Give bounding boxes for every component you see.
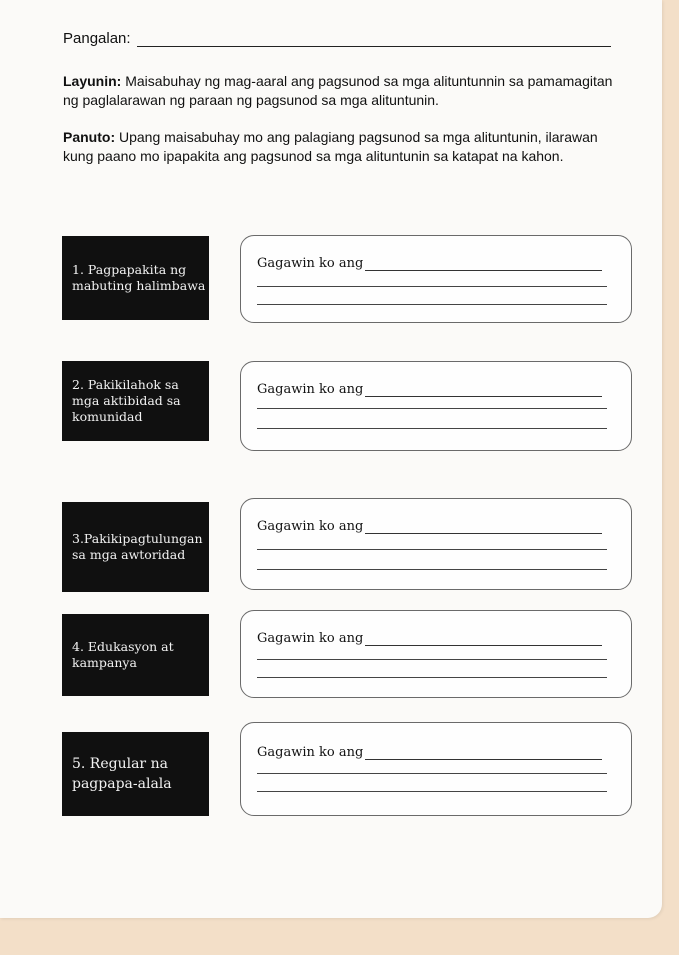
item-3-line-2: sa mga awtoridad — [72, 547, 186, 562]
answer-line[interactable] — [257, 549, 607, 550]
objective-label: Layunin: — [63, 73, 122, 89]
answer-box-2[interactable] — [240, 361, 632, 451]
item-1-line-1: 1. Pagpapakita ng — [72, 262, 187, 277]
answer-box-5[interactable] — [240, 722, 632, 816]
item-2-line-2: mga aktibidad sa — [72, 393, 181, 408]
answer-line[interactable] — [257, 659, 607, 660]
name-label: Pangalan: — [63, 30, 131, 47]
name-field[interactable] — [63, 30, 611, 47]
prompt-text-3: Gagawin ko ang — [257, 519, 364, 534]
item-label-1 — [62, 236, 209, 320]
prompt-text-4: Gagawin ko ang — [257, 631, 364, 646]
prompt-text-1: Gagawin ko ang — [257, 256, 364, 271]
answer-prompt-1 — [257, 256, 602, 271]
item-5-line-1: 5. Regular na — [72, 756, 168, 772]
answer-prompt-5 — [257, 745, 602, 760]
item-2-line-3: komunidad — [72, 409, 143, 424]
answer-line[interactable] — [257, 773, 607, 774]
answer-box-4[interactable] — [240, 610, 632, 698]
item-4-line-1: 4. Edukasyon at — [72, 639, 174, 654]
answer-prompt-2 — [257, 382, 602, 397]
instruction-paragraph — [63, 128, 623, 166]
answer-box-1[interactable] — [240, 235, 632, 323]
item-label-2 — [62, 361, 209, 441]
name-blank-line[interactable] — [137, 32, 611, 47]
answer-line[interactable] — [257, 408, 607, 409]
answer-line[interactable] — [257, 677, 607, 678]
answer-line[interactable] — [257, 428, 607, 429]
answer-line[interactable] — [257, 304, 607, 305]
answer-line[interactable] — [257, 791, 607, 792]
answer-prompt-3 — [257, 519, 602, 534]
instruction-text: Upang maisabuhay mo ang palagiang pagsunod sa mga alituntunin, ilarawan kung paano mo ipapakita ang pagsunod sa mga alituntunin sa katapat na kahon. — [63, 129, 598, 164]
item-label-4 — [62, 614, 209, 696]
item-1-line-2: mabuting halimbawa — [72, 278, 206, 293]
item-3-line-1: 3.Pakikipagtulungan — [72, 531, 203, 546]
item-label-3 — [62, 502, 209, 592]
answer-line[interactable] — [257, 286, 607, 287]
answer-prompt-4 — [257, 631, 602, 646]
objective-paragraph — [63, 72, 623, 110]
item-5-line-2: pagpapa-alala — [72, 776, 172, 792]
prompt-text-5: Gagawin ko ang — [257, 745, 364, 760]
answer-line[interactable] — [257, 569, 607, 570]
objective-text: Maisabuhay ng mag-aaral ang pagsunod sa mga alituntunnin sa pamamagitan ng paglalarawan ng paraan ng pagsunod sa mga alituntunin. — [63, 73, 613, 108]
item-2-line-1: 2. Pakikilahok sa — [72, 377, 179, 392]
instruction-label: Panuto: — [63, 129, 116, 145]
item-label-5 — [62, 732, 209, 816]
prompt-text-2: Gagawin ko ang — [257, 382, 364, 397]
answer-box-3[interactable] — [240, 498, 632, 590]
item-4-line-2: kampanya — [72, 655, 137, 670]
